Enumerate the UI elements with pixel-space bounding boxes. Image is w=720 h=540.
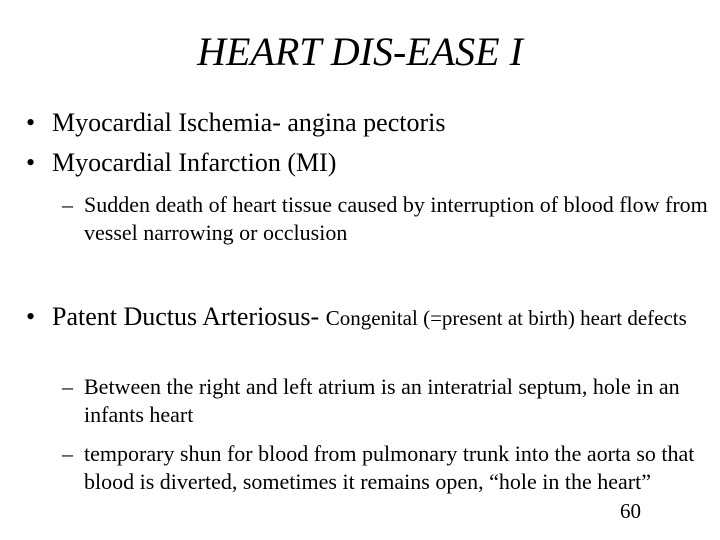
dash-marker: – — [62, 374, 73, 399]
subbullet-text: Sudden death of heart tissue caused by interruption of blood flow from vessel narrowing or occlusion — [84, 192, 708, 245]
subbullet-text: temporary shun for blood from pulmonary trunk into the aorta so that blood is diverted, sometimes it remains open, “hole in the heart” — [84, 441, 695, 494]
bullet-text: Myocardial Ischemia- angina pectoris — [52, 108, 446, 137]
slide-title: HEART DIS-EASE I — [197, 29, 523, 74]
bullet-patent-ductus — [26, 302, 706, 333]
subbullet-text: Between the right and left atrium is an interatrial septum, hole in an infants heart — [84, 374, 680, 427]
bullet-marker: • — [26, 108, 36, 137]
bullet-text-detail: Congenital (=present at birth) heart defects — [325, 306, 687, 330]
dash-marker: – — [62, 192, 73, 217]
bullet-marker: • — [26, 148, 36, 177]
bullet-marker: • — [26, 302, 36, 331]
subbullet-interatrial-septum — [62, 373, 712, 429]
slide-number: 60 — [620, 499, 641, 523]
bullet-text — [52, 302, 706, 333]
dash-marker: – — [62, 441, 73, 466]
bullet-myocardial-ischemia — [26, 108, 706, 138]
bullet-text-main: Patent Ductus Arteriosus- — [52, 302, 326, 331]
subbullet-temporary-shunt — [62, 440, 712, 496]
bullet-myocardial-infarction — [26, 148, 706, 178]
bullet-text: Myocardial Infarction (MI) — [52, 148, 337, 177]
subbullet-sudden-death — [62, 191, 712, 247]
